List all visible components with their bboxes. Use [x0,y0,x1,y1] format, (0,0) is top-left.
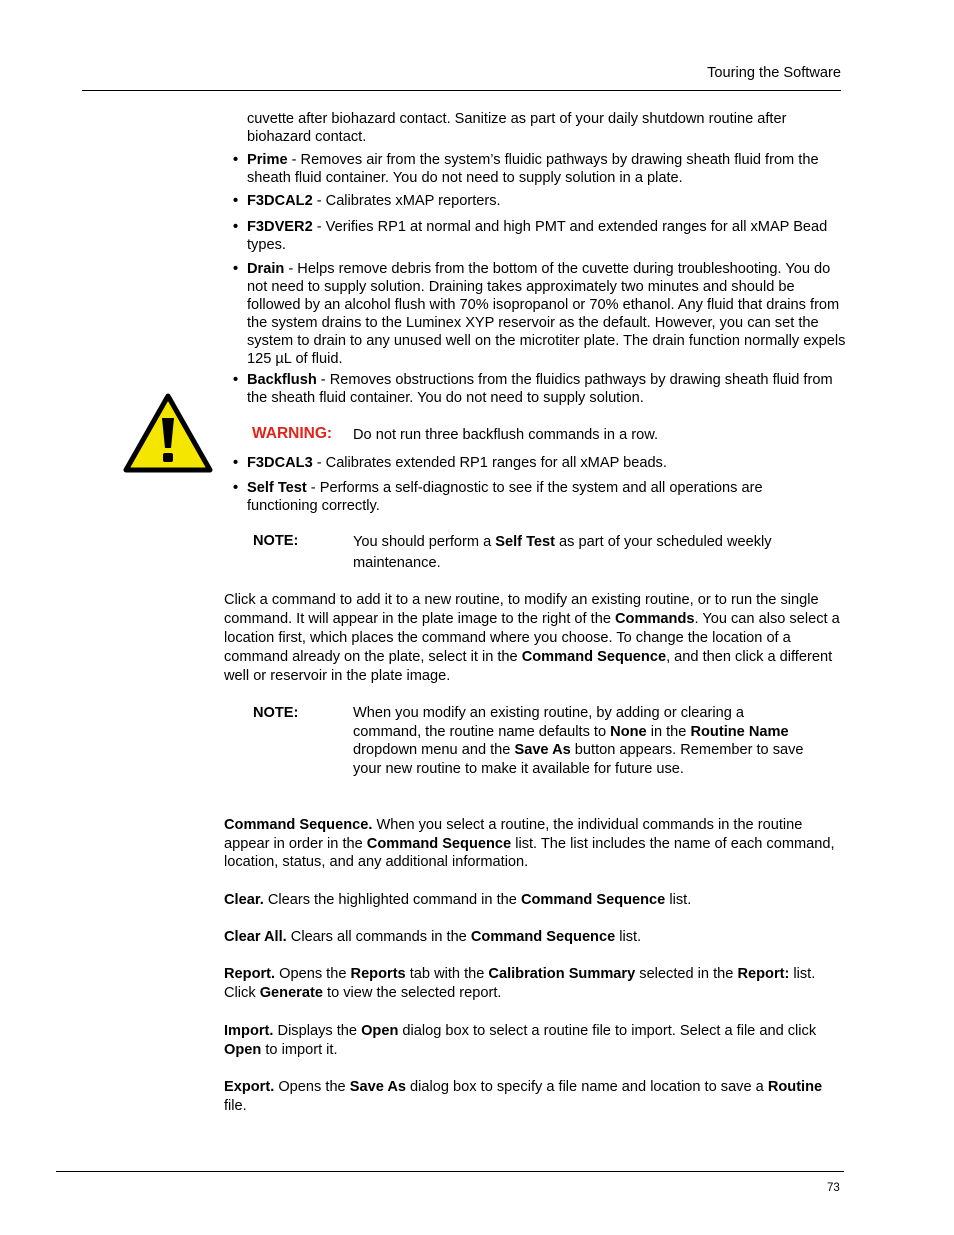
bullet-term: F3DCAL2 [247,193,313,209]
report-paragraph: Report. Opens the Reports tab with the Calibration Summary selected in the Report: list. Click Generate to view the selected report. [224,966,816,1001]
bullet-backflush [233,371,847,407]
warning-label: WARNING: [252,425,333,442]
note-text: You should perform a Self Test as part of your scheduled weekly maintenance. [353,534,772,571]
bullet-text: - Calibrates xMAP reporters. [312,193,501,209]
note-text: When you modify an existing routine, by adding or clearing a command, the routine name defaults to None in the Routine Name dropdown menu and the Save As button appears. Remember to save your new routine to make it available for future use. [353,705,804,777]
bullet-f3dver2 [233,218,847,254]
note-label: NOTE: [253,705,299,721]
continuation-paragraph: cuvette after biohazard contact. Sanitize as part of your daily shutdown routine after biohazard contact. [247,111,787,145]
header-divider [82,90,841,91]
bullet-dot: • [233,372,239,388]
bullet-term: Drain [247,261,285,277]
click-command-paragraph: Click a command to add it to a new routine, to modify an existing routine, or to run the single command. It will appear in the plate image to the right of the Commands. You can also select a location first, which places the command where you choose. To change the location of a command already on the plate, select it in the Command Sequence, and then click a different well or reservoir in the plate image. [224,592,840,684]
bullet-dot: • [233,480,239,496]
bullet-prime [233,151,847,187]
warning-triangle-icon [122,392,214,474]
bullet-dot: • [233,455,239,471]
bullet-text: - Verifies RP1 at normal and high PMT and extended ranges for all xMAP Bead types. [247,219,828,253]
bullet-dot: • [233,193,239,209]
bullet-text: - Removes obstructions from the fluidics pathways by drawing sheath fluid from the sheath fluid container. You do not need to supply solution. [247,372,833,406]
clear-paragraph: Clear. Clears the highlighted command in the Command Sequence list. [224,892,692,908]
bullet-dot: • [233,261,239,277]
import-paragraph: Import. Displays the Open dialog box to select a routine file to import. Select a file and click Open to import it. [224,1023,817,1058]
bullet-text: - Calibrates extended RP1 ranges for all xMAP beads. [312,455,667,471]
bullet-text: - Removes air from the system’s fluidic pathways by drawing sheath fluid from the sheath fluid container. You do not need to supply solution in a plate. [247,152,819,186]
clear-all-paragraph: Clear All. Clears all commands in the Command Sequence list. [224,929,642,945]
bullet-text: - Helps remove debris from the bottom of the cuvette during troubleshooting. You do not need to supply solution. Draining takes approximately two minutes and should be followed by an alcohol flush with 70% isopropanol or 70% ethanol. Any fluid that drains from the system drains to the Luminex XYP reservoir as the default. However, you can set the system to drain to any unused well on the microtiter plate. The drain function normally expels 125 µL of fluid. [247,261,846,367]
bullet-term: Self Test [247,480,307,496]
bullet-text: - Performs a self-diagnostic to see if the system and all operations are functioning correctly. [247,480,763,514]
bullet-term: F3DCAL3 [247,455,313,471]
bullet-self-test [233,479,807,515]
bullet-term: Prime [247,152,288,168]
export-paragraph: Export. Opens the Save As dialog box to specify a file name and location to save a Routine file. [224,1079,823,1114]
bullet-drain [233,260,847,368]
bullet-dot: • [233,152,239,168]
bullet-dot: • [233,219,239,235]
footer-divider [56,1171,844,1172]
note-label: NOTE: [253,533,299,549]
bullet-term: F3DVER2 [247,219,313,235]
command-sequence-paragraph: Command Sequence. When you select a routine, the individual commands in the routine appear in order in the Command Sequence list. The list includes the name of each command, location, status, and any additional information. [224,817,835,871]
bullet-f3dcal2 [233,192,847,210]
bullet-f3dcal3 [233,454,847,472]
running-header: Touring the Software [707,65,841,81]
warning-text: Do not run three backflush commands in a row. [353,427,659,443]
bullet-term: Backflush [247,372,317,388]
page-number: 73 [827,1182,840,1194]
